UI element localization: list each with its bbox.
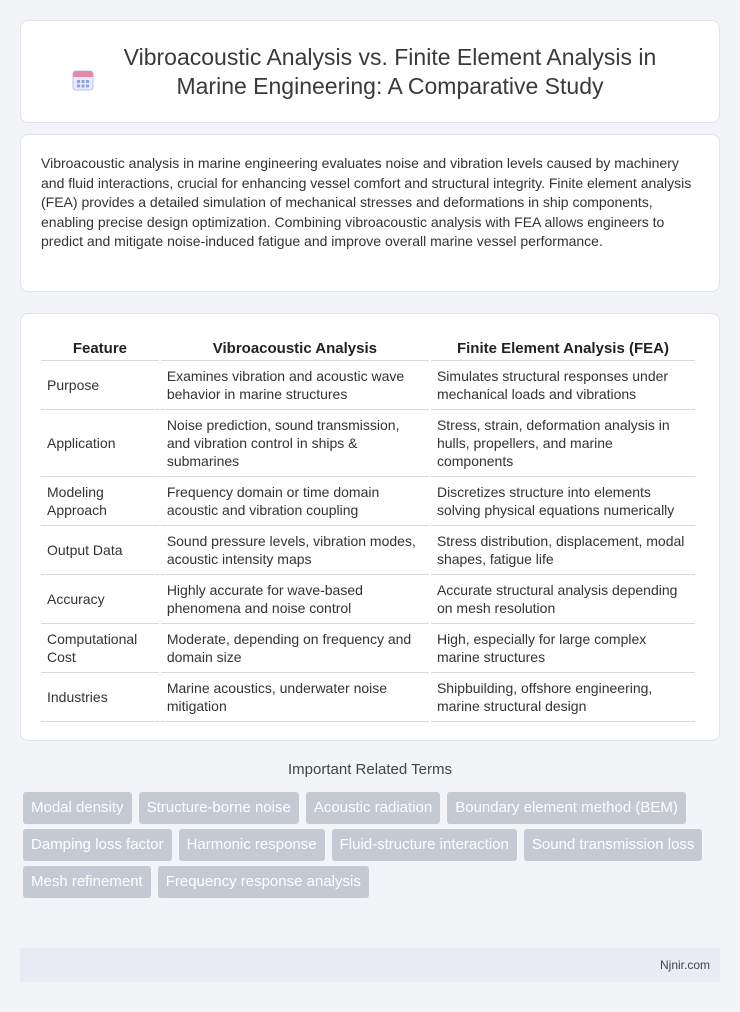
intro-paragraph: Vibroacoustic analysis in marine engineering evaluates noise and vibration levels caused by machinery and fluid interactions, crucial for enhancing vessel comfort and structural integrity. Finite element analysis (FEA) provides a detailed simulation of mechanical stresses and deformations in ship components, enabling precise design optimization. Combining vibroacoustic analysis with FEA allows engineers to predict and mitigate noise-induced fatigue and improve overall marine vessel performance. [41, 155, 692, 249]
vibroacoustic-cell: Examines vibration and acoustic wave behavior in marine structures [161, 361, 429, 410]
fea-cell: Stress, strain, deformation analysis in hulls, propellers, and marine components [431, 410, 695, 477]
title-card [20, 20, 720, 123]
table-row [41, 361, 695, 410]
feature-cell: Application [41, 410, 159, 477]
feature-cell: Modeling Approach [41, 477, 159, 526]
page-title: Vibroacoustic Analysis vs. Finite Element Analysis in Marine Engineering: A Comparative Study [123, 43, 657, 99]
footer [20, 948, 720, 982]
fea-cell: Accurate structural analysis depending on mesh resolution [431, 575, 695, 624]
term-tag[interactable]: Acoustic radiation [306, 792, 440, 824]
header-feature: Feature [41, 334, 159, 361]
table-row [41, 410, 695, 477]
comparison-card [20, 313, 720, 741]
table-row [41, 526, 695, 575]
feature-cell: Purpose [41, 361, 159, 410]
title-wrap [70, 43, 670, 101]
feature-cell: Industries [41, 673, 159, 722]
vibroacoustic-cell: Noise prediction, sound transmission, and vibration control in ships & submarines [161, 410, 429, 477]
table-row [41, 673, 695, 722]
term-tag[interactable]: Modal density [23, 792, 132, 824]
comparison-table [39, 334, 697, 722]
fea-cell: Shipbuilding, offshore engineering, marine structural design [431, 673, 695, 722]
term-tag[interactable]: Frequency response analysis [158, 866, 369, 898]
table-row [41, 477, 695, 526]
feature-cell: Computational Cost [41, 624, 159, 673]
fea-cell: Stress distribution, displacement, modal shapes, fatigue life [431, 526, 695, 575]
related-terms-title: Important Related Terms [288, 761, 452, 778]
vibroacoustic-cell: Sound pressure levels, vibration modes, acoustic intensity maps [161, 526, 429, 575]
term-tag[interactable]: Fluid-structure interaction [332, 829, 517, 861]
term-tag[interactable]: Mesh refinement [23, 866, 151, 898]
vibroacoustic-cell: Moderate, depending on frequency and domain size [161, 624, 429, 673]
vibroacoustic-cell: Highly accurate for wave-based phenomena and noise control [161, 575, 429, 624]
vibroacoustic-cell: Frequency domain or time domain acoustic and vibration coupling [161, 477, 429, 526]
table-header-row [41, 334, 695, 361]
table-row [41, 624, 695, 673]
term-tag[interactable]: Damping loss factor [23, 829, 172, 861]
footer-site-link[interactable]: Njnir.com [659, 958, 710, 972]
term-tag[interactable]: Boundary element method (BEM) [447, 792, 686, 824]
intro-card [20, 134, 720, 292]
table-row [41, 575, 695, 624]
fea-cell: Discretizes structure into elements solving physical equations numerically [431, 477, 695, 526]
term-tag[interactable]: Sound transmission loss [524, 829, 703, 861]
header-vibroacoustic: Vibroacoustic Analysis [161, 334, 429, 361]
feature-cell: Output Data [41, 526, 159, 575]
term-tag[interactable]: Structure-borne noise [139, 792, 299, 824]
term-tag[interactable]: Harmonic response [179, 829, 325, 861]
vibroacoustic-cell: Marine acoustics, underwater noise mitigation [161, 673, 429, 722]
fea-cell: Simulates structural responses under mechanical loads and vibrations [431, 361, 695, 410]
feature-cell: Accuracy [41, 575, 159, 624]
related-terms-list [23, 792, 723, 898]
calendar-icon [70, 67, 96, 93]
header-fea: Finite Element Analysis (FEA) [431, 334, 695, 361]
fea-cell: High, especially for large complex marine structures [431, 624, 695, 673]
